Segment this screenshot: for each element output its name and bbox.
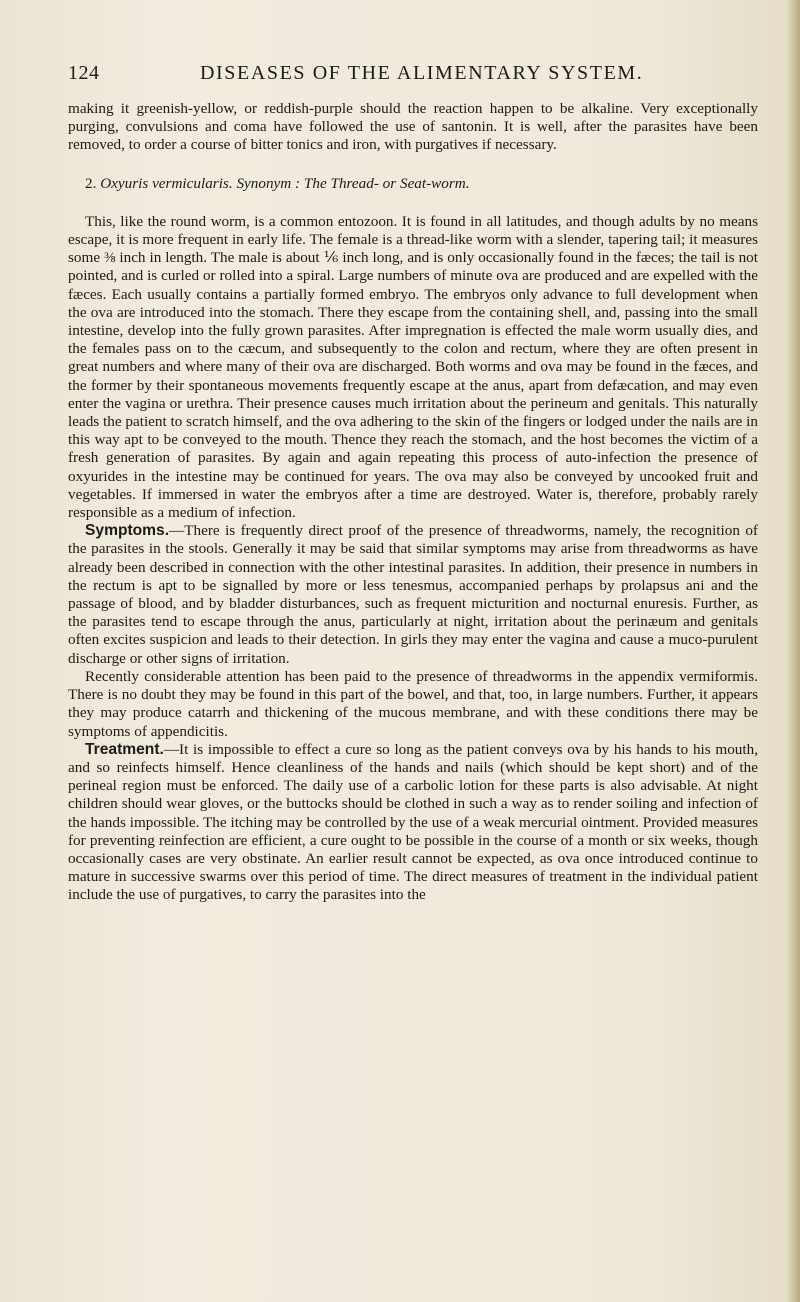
paragraph-appendix: Recently considerable attention has been paid to the presence of threadworms in the appendix vermiformis. There is no doubt they may be found in this part of the bowel, and that, too, in large numbers. Further, it appears they may produce catarrh and thickening of the mucous membrane, and with these conditions there may be symptoms of appendicitis. [68,667,758,740]
body-text [68,100,758,905]
page-number: 124 [68,62,100,84]
paragraph-description: This, like the round worm, is a common entozoon. It is found in all latitudes, and though adults by no means escape, it is more frequent in early life. The female is a thread-like worm with a slender, tapering tail; it measures some ⅜ inch in length. The male is about ⅙ inch long, and is only occasionally found in the fæces; the tail is not pointed, and is curled or rolled into a spiral. Large numbers of minute ova are produced and are expelled with the fæces. Each usually contains a partially formed embryo. The embryos only advance to full development when the ova are introduced into the stomach. There they escape from the containing shell, and, passing into the small intestine, develop into the fully grown parasites. After impregnation is effected the male worm usually dies, and the females pass on to the cæcum, and subsequently to the colon and rectum, where they are often present in great numbers and where many of their ova are discharged. Both worms and ova may be found in the fæces, and the former by their spontaneous movements frequently escape at the anus, apart from defæcation, and may even enter the vagina or urethra. Their presence causes much irritation about the perineum and genitals. This naturally leads the patient to scratch himself, and the ova adhering to the skin of the fingers or lodged under the nails are in this way apt to be conveyed to the mouth. Thence they reach the stomach, and the host becomes the victim of a fresh generation of parasites. By again and again repeating this process of auto-infection the presence of oxyurides in the intestine may be continued for years. The ova may also be conveyed by uncooked fruit and vegetables. If immersed in water the embryos after a time are destroyed. Water is, therefore, probably rarely responsible as a medium of infection. [68,212,758,522]
page-edge-shadow [786,0,800,1302]
symptoms-text: —There is frequently direct proof of the presence of threadworms, namely, the recognition of the parasites in the stools. Generally it may be said that similar symptoms may arise from threadworms as have already been described in connection with the other intestinal parasites. In addition, their presence in numbers in the rectum is apt to be signalled by more or less tenesmus, accompanied perhaps by prolapsus ani and the passage of blood, and by bladder disturbances, such as frequent micturition and nocturnal enuresis. Further, as the parasites tend to escape through the anus, particularly at night, irritation about the perinæum and genitals often excites suspicion and leads to their detection. In girls they may enter the vagina and cause a muco-purulent discharge or other signs of irritation. [68,522,758,667]
section-heading [68,175,758,193]
section-name: Oxyuris vermicularis. [100,174,233,192]
paragraph-symptoms [68,522,758,668]
treatment-text: —It is impossible to effect a cure so long as the patient conveys ova by his hands to his mouth, and so reinfects himself. Hence cleanliness of the hands and nails (which should be kept short) and of the perineal region must be enforced. The daily use of a carbolic lotion for these parts is also advisable. At night children should wear gloves, or the buttocks should be clothed in such a way as to render soiling and infection of the hands impossible. The itching may be controlled by the use of a weak mercurial ointment. Provided measures for preventing reinfection are efficient, a cure ought to be possible in the course of a month or six weeks, though occasionally cases are very obstinate. An earlier result cannot be expected, as ova once introduced continue to mature in successive swarms over this period of time. The direct measures of treatment in the individual patient include the use of purgatives, to carry the parasites into the [68,740,758,904]
section-number: 2. [85,174,97,192]
symptoms-heading: Symptoms. [85,522,170,540]
paragraph-continuation: making it greenish-yellow, or reddish-purple should the reaction happen to be alkaline. Very exceptionally purging, convulsions and coma have followed the use of santonin. It is well, after the parasites have been removed, to order a course of bitter tonics and iron, with purgatives if necessary. [68,100,758,154]
synonym-text: The Thread- or Seat-worm. [303,174,470,192]
treatment-heading: Treatment. [85,740,164,758]
synonym-label: Synonym : [236,174,301,192]
paragraph-treatment [68,741,758,905]
running-head: DISEASES OF THE ALIMENTARY SYSTEM. [200,62,644,84]
page-header [68,62,748,90]
